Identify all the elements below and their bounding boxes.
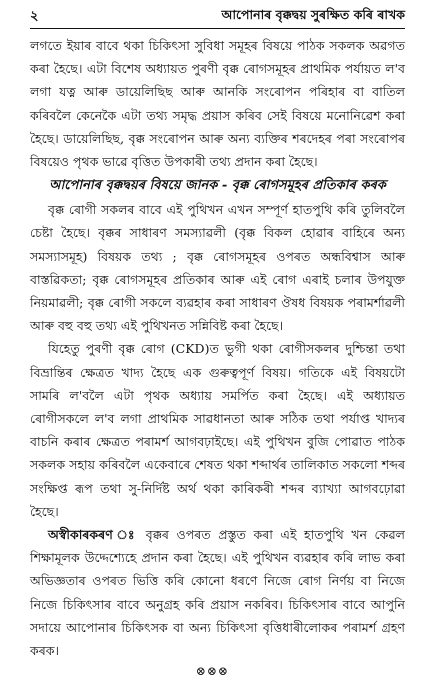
disclaimer-label: অস্বীকাৰকৰণ ঃ (48, 527, 139, 543)
disclaimer-paragraph (30, 523, 405, 662)
body-text (30, 34, 405, 662)
end-ornament: ⊗⊗⊗ (195, 664, 230, 678)
handbook-paragraph: বৃক্ক ৰোগী সকলৰ বাবে এই পুথিখন এখন সম্পূৰ্ণ হাতপুথি কৰি তুলিবলৈ চেষ্টা হৈছে। বৃক্কৰ সাধাৰণ সমস্যাৱলী (বৃক্ক বিকল হোৱাৰ বাহিৰে অন্য সমস্যাসমূহ) বিষয়ক তথ্য ; বৃক্ক ৰোগসমূহৰ ওপৰত অন্ধবিশ্বাস আৰু বাস্তৱিকতা; বৃক্ক ৰোগসমূহৰ প্ৰতিকাৰ আৰু এই ৰোগ এৰাই চলাৰ উপযুক্ত নিয়মাৱলী; বৃক্ক ৰোগী সকলে ব্যৱহাৰ কৰা সাধাৰণ ঔষধ বিষয়ক পৰামৰ্শাৱলী আৰু বহু বহু তথ্য এই পুথিখনত সন্নিবিষ্ট কৰা হৈছে। (30, 202, 405, 334)
section-heading: আপোনাৰ বৃক্কদ্বয়ৰ বিষয়ে জানক - বৃক্ক ৰোগসমূহৰ প্ৰতিকাৰ কৰক (49, 178, 386, 194)
diet-paragraph: যিহেতু পুৰণী বৃক্ক ৰোগ (CKD)ত ভুগী থকা ৰোগীসকলৰ দুশ্চিন্তা তথা বিভ্ৰান্তিৰ ক্ষেত্ৰত খাদ্য হৈছে এক গুৰুত্বপূৰ্ণ বিষয়। গতিকে এই বিষয়টো সামৰি ল'বলৈ এটা পৃথক অধ্যায় সমৰ্পিত কৰা হৈছে। এই অধ্যায়ত ৰোগীসকলে ল'ব লগা প্ৰাথমিক সাৱধানতা আৰু সঠিক তথা পৰ্যাপ্ত খাদ্যৰ বাচনি কৰাৰ ক্ষেত্ৰত পৰামৰ্শ আগবঢ়াইছে। এই পুথিখন বুজি পোৱাত পাঠক সকলক সহায় কৰিবলৈ একেবাৰে শেষত থকা শব্দাৰ্থৰ তালিকাত সকলো শব্দৰ সংক্ষিপ্ত ৰূপ তথা সু-নিৰ্দিষ্ট অৰ্থ থকা কাৰিকৰী শব্দৰ ব্যাখ্যা আগবঢ়োৱা হৈছে। (30, 341, 405, 519)
running-header (30, 6, 405, 29)
running-title: আপোনাৰ বৃক্কদ্বয় সুৰক্ষিত কৰি ৰাখক (221, 7, 405, 22)
disclaimer-text: বৃক্কৰ ওপৰত প্ৰস্তুত কৰা এই হাতপুথি খন কেৱল শিক্ষামূলক উদ্দেশ্যেহে প্ৰদান কৰা হৈছে। এই পুথিখন ব্যৱহাৰ কৰি লাভ কৰা অভিজ্ঞতাৰ ওপৰত ভিত্তি কৰি কোনো ধৰণে নিজে ৰোগ নিৰ্ণয় বা নিজে নিজে চিকিৎসাৰ বাবে অনুগ্ৰহ কৰি প্ৰয়াস নকৰিব। চিকিৎসাৰ বাবে আপুনি সদায়ে আপোনাৰ চিকিৎসক বা অন্য চিকিৎসা বৃত্তিধাৰীলোকৰ পৰামৰ্শ গ্ৰহণ কৰক। (30, 527, 405, 659)
page-number: ২ (30, 8, 39, 24)
intro-paragraph: লগতে ইয়াৰ বাবে থকা চিকিৎসা সুবিধা সমূহৰ বিষয়ে পাঠক সকলক অৱগত কৰা হৈছে। এটা বিশেষ অধ্যায়ত পুৰণী বৃক্ক ৰোগসমূহৰ প্ৰাথমিক পৰ্যায়ত ল'ব লগা যত্ন আৰু ডায়েলিছিছ আৰু আনকি সংৰোপন পৰিহাৰ বা বাতিল কৰিবলৈ কেনেকৈ এটা তথ্য সমৃদ্ধ প্ৰয়াস কৰিব সেই বিষয়ে মনোনিৱেশ কৰা হৈছে। ডায়েলিছিছ, বৃক্ক সংৰোপন আৰু অন্য ব্যক্তিৰ শৰদেহৰ পৰা সংৰোপৰ বিষয়েও পৃথক ভাৱে বৃত্তিত উপকাৰী তথ্য প্ৰদান কৰা হৈছে। (30, 38, 405, 170)
